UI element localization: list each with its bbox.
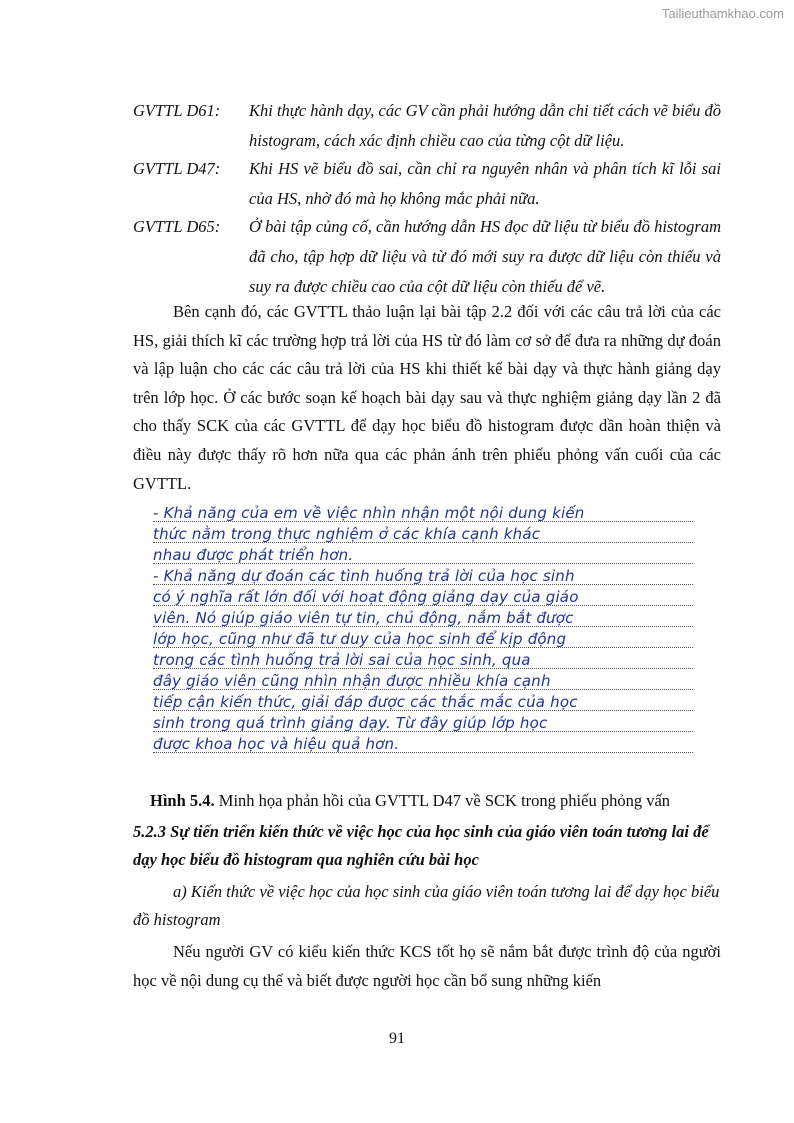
handwriting-line: nhau được phát triển hơn. [153, 546, 693, 566]
figure-caption [150, 790, 710, 812]
watermark: Tailieuthamkhao.com [661, 6, 784, 21]
handwriting-line: - Khả năng của em về việc nhìn nhận một nội dung kiến [153, 504, 693, 524]
figure-caption-text: Minh họa phản hồi của GVTTL D47 về SCK trong phiếu phỏng vấn [214, 791, 671, 810]
handwriting-line: có ý nghĩa rất lớn đối với hoạt động giảng dạy của giáo [153, 588, 693, 608]
subsection-heading: a) Kiến thức về việc học của học sinh của giáo viên toán tương lai để dạy học biểu đồ histogram [133, 882, 720, 929]
handwriting-line: sinh trong quá trình giảng dạy. Từ đây giúp lớp học [153, 714, 693, 734]
handwriting-line: tiếp cận kiến thức, giải đáp được các thắc mắc của học [153, 693, 693, 713]
quote-d61 [133, 96, 721, 156]
quote-label: GVTTL D61: [133, 101, 221, 120]
handwriting-line: lớp học, cũng như đã tư duy của học sinh để kịp động [153, 630, 693, 650]
quote-text: Khi HS vẽ biểu đồ sai, cần chỉ ra nguyên nhân và phân tích kĩ lỗi sai của HS, nhờ đó mà họ không mắc phải nữa. [249, 159, 721, 208]
quote-label: GVTTL D47: [133, 159, 221, 178]
body-paragraph-1: Bên cạnh đó, các GVTTL thảo luận lại bài tập 2.2 đối với các câu trả lời của các HS, giải thích kĩ các trường hợp trả lời của HS từ đó làm cơ sở để đưa ra những dự đoán và lập luận cho các các câu trả lời của HS khi thiết kế bài dạy và thực hành giảng dạy trên lớp học. Ở các bước soạn kế hoạch bài dạy sau và thực nghiệm giảng dạy lần 2 đã cho thấy SCK của các GVTTL để dạy học biểu đồ histogram được dần hoàn thiện và điều này được thấy rõ hơn nữa qua các phản ánh trên phiếu phỏng vấn cuối của các GVTTL. [133, 302, 721, 493]
quote-text: Ở bài tập củng cố, cần hướng dẫn HS đọc dữ liệu từ biểu đồ histogram đã cho, tập hợp dữ liệu và từ đó mới suy ra được dữ liệu còn thiếu và suy ra được chiều cao của cột dữ liệu còn thiếu để vẽ. [249, 217, 721, 296]
quote-text: Khi thực hành dạy, các GV cần phải hướng dẫn chi tiết cách vẽ biểu đồ histogram, cách xác định chiều cao của từng cột dữ liệu. [249, 101, 721, 150]
section-heading: 5.2.3 Sự tiến triển kiến thức về việc học của học sinh của giáo viên toán tương lai để dạy học biểu đồ histogram qua nghiên cứu bài học [133, 822, 709, 869]
body-paragraph-2: Nếu người GV có kiểu kiến thức KCS tốt họ sẽ nắm bắt được trình độ của người học về nội dung cụ thể và biết được người học cần bổ sung những kiến [133, 942, 721, 990]
quote-d47 [133, 154, 721, 214]
handwriting-line: thức nằm trong thực nghiệm ở các khía cạnh khác [153, 525, 693, 545]
handwriting-line: viên. Nó giúp giáo viên tự tin, chủ động, nắm bắt được [153, 609, 693, 629]
quote-label: GVTTL D65: [133, 217, 221, 236]
page-number: 91 [389, 1030, 405, 1047]
quote-d65 [133, 212, 721, 302]
handwriting-line: đây giáo viên cũng nhìn nhận được nhiều khía cạnh [153, 672, 693, 692]
handwriting-line: được khoa học và hiệu quả hơn. [153, 735, 693, 755]
handwriting-line: - Khả năng dự đoán các tình huống trả lời của học sinh [153, 567, 693, 587]
handwritten-response-figure [153, 504, 693, 753]
handwriting-line: trong các tình huống trả lời sai của học sinh, qua [153, 651, 693, 671]
figure-label: Hình 5.4. [150, 791, 215, 810]
